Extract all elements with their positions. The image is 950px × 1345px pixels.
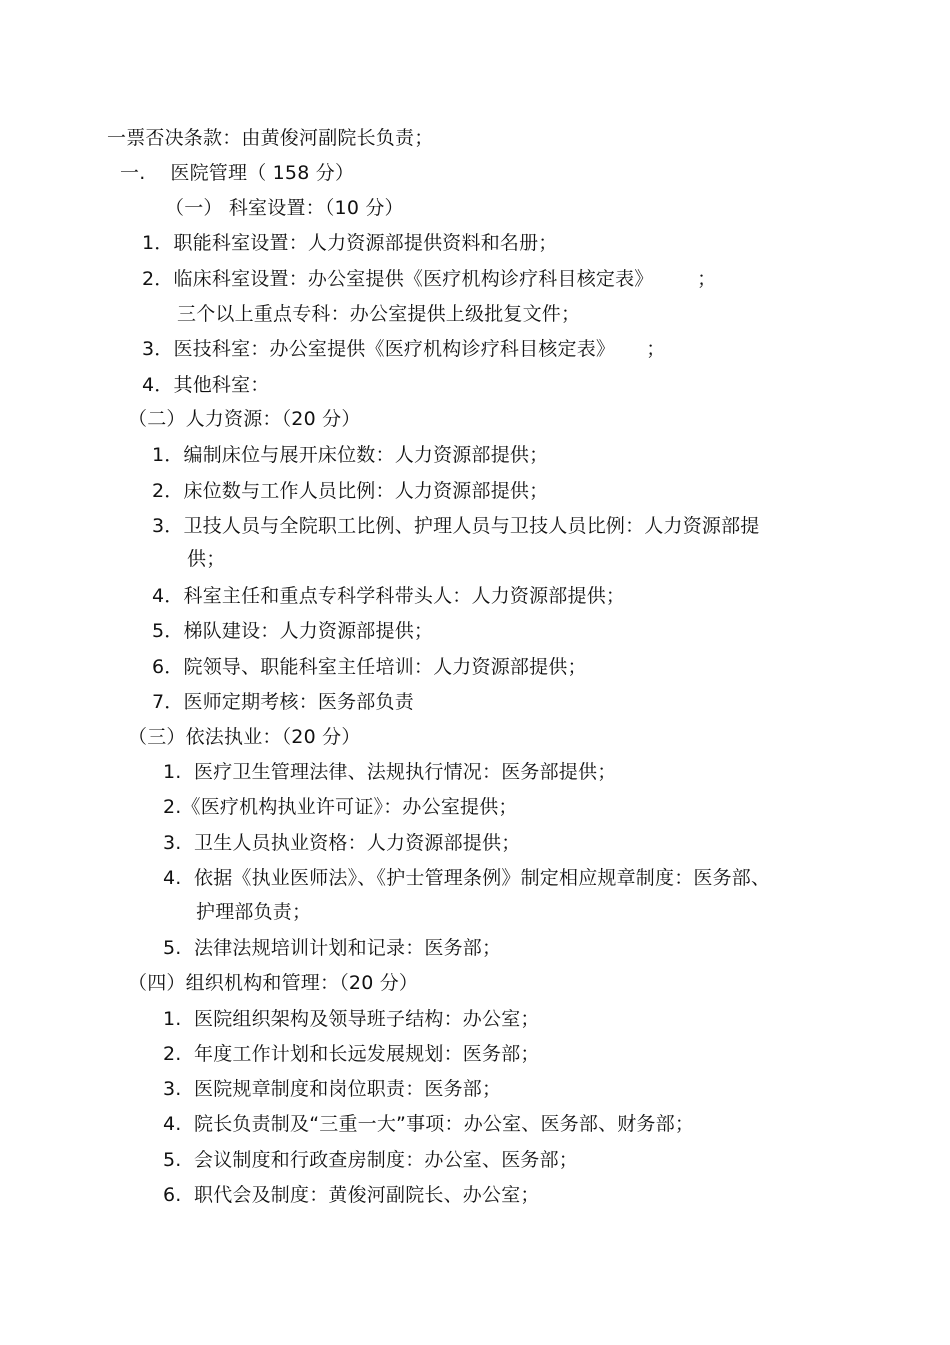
list-item: 4. 院长负责制及“三重一大”事项：办公室、医务部、财务部； — [163, 1113, 695, 1135]
list-item: 4. 依据《执业医师法》、《护士管理条例》制定相应规章制度：医务部、 — [163, 867, 771, 889]
list-item: 3．医技科室：办公室提供《医疗机构诊疗科目核定表》 ； — [142, 338, 666, 360]
subsection-title-human-resources: （二）人力资源：（20 分） — [128, 408, 361, 430]
list-item: 1．编制床位与展开床位数：人力资源部提供； — [152, 444, 549, 466]
list-item: 2.《医疗机构执业许可证》：办公室提供； — [163, 796, 518, 818]
list-item: 1. 医院组织架构及领导班子结构：办公室； — [163, 1008, 540, 1030]
list-item: 6．院领导、职能科室主任培训：人力资源部提供； — [152, 656, 587, 678]
list-item-continuation: 供； — [187, 548, 226, 570]
list-item: 4．科室主任和重点专科学科带头人：人力资源部提供； — [152, 585, 626, 607]
list-item: 4．其他科室： — [142, 374, 270, 396]
list-item: 3. 医院规章制度和岗位职责：医务部； — [163, 1078, 502, 1100]
list-item: 5. 法律法规培训计划和记录：医务部； — [163, 937, 502, 959]
list-item: 7．医师定期考核：医务部负责 — [152, 691, 414, 713]
list-item: 三个以上重点专科：办公室提供上级批复文件； — [177, 303, 581, 325]
subsection-title-organization: （四）组织机构和管理：（20 分） — [128, 972, 419, 994]
list-item: 5. 会议制度和行政查房制度：办公室、医务部； — [163, 1149, 579, 1171]
subsection-title-department-setup: （一） 科室设置：（10 分） — [165, 197, 404, 219]
list-item: 5．梯队建设：人力资源部提供； — [152, 620, 434, 642]
list-item: 3. 卫生人员执业资格：人力资源部提供； — [163, 832, 521, 854]
list-item: 2. 年度工作计划和长远发展规划：医务部； — [163, 1043, 540, 1065]
section-title-hospital-management: 一. 医院管理（ 158 分） — [120, 162, 355, 184]
veto-clause: 一票否决条款：由黄俊河副院长负责； — [107, 127, 434, 149]
list-item: 3．卫技人员与全院职工比例、护理人员与卫技人员比例：人力资源部提 — [152, 515, 760, 537]
list-item: 1. 医疗卫生管理法律、法规执行情况：医务部提供； — [163, 761, 617, 783]
list-item: 6. 职代会及制度：黄俊河副院长、办公室； — [163, 1184, 540, 1206]
list-item: 2．临床科室设置：办公室提供《医疗机构诊疗科目核定表》 ； — [142, 268, 717, 290]
list-item: 2．床位数与工作人员比例：人力资源部提供； — [152, 480, 549, 502]
subsection-title-legal-practice: （三）依法执业：（20 分） — [128, 726, 361, 748]
list-item-continuation: 护理部负责； — [196, 901, 312, 923]
list-item: 1．职能科室设置：人力资源部提供资料和名册； — [142, 232, 558, 254]
